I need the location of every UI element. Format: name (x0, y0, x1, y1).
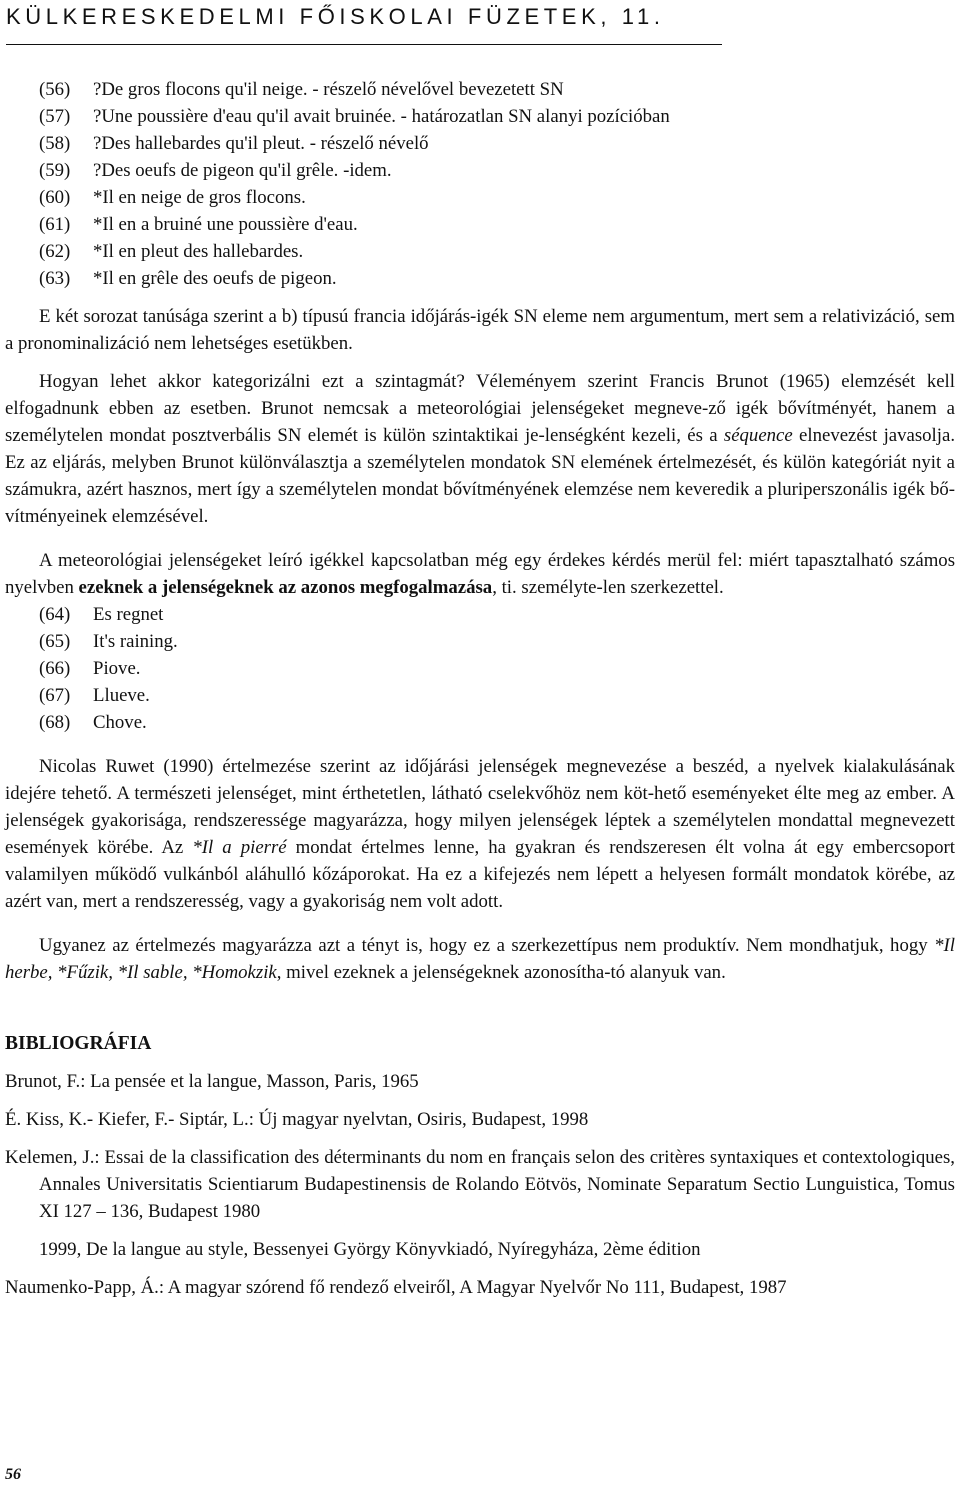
paragraph-5-text-b: , mivel ezeknek a jelenségeknek azonosítha-tó alanyuk van. (276, 962, 726, 983)
example-number: (58) (39, 133, 71, 154)
paragraph-3-bold: ezeknek a jelenségeknek az azonos megfogalmazása (78, 577, 493, 598)
example-line (5, 184, 955, 211)
paragraph-3-text-a: A meteorológiai jelenségeket leíró igékkel kapcsolatban még egy érdekes kérdés merül fel: miért tapasztalható számos nyelvben (5, 550, 955, 598)
example-line (5, 709, 955, 736)
paragraph-4-italic: *Il a pierré (192, 837, 287, 858)
bibliography-list (5, 1068, 955, 1301)
example-line (5, 103, 955, 130)
running-header: KÜLKERESKEDELMI FŐISKOLAI FÜZETEK, 11. (6, 4, 665, 29)
paragraph-5-italic: *Il herbe, *Fűzik, *Il sable, *Homokzik (5, 935, 955, 983)
example-number: (65) (39, 631, 71, 652)
example-line (5, 157, 955, 184)
example-text: *Il en pleut des hallebardes. (93, 241, 304, 262)
example-line (5, 655, 955, 682)
bibliography-entry: Kelemen, J.: Essai de la classification des déterminants du nom en français selon des critères syntaxiques et contextologiques, Annales Universitatis Scientiarum Budapestinensis de Rolando Eötvös, Nominate Separatum Sectio Lunguistica, Tomus XI 127 – 136, Budapest 1980 (5, 1147, 955, 1222)
example-number: (56) (39, 79, 71, 100)
example-text: Llueve. (93, 685, 150, 706)
paragraph-5 (5, 932, 955, 986)
example-text: *Il en neige de gros flocons. (93, 187, 306, 208)
paragraph-4 (5, 753, 955, 915)
page-number: 56 (5, 1466, 21, 1483)
page-content (5, 76, 955, 1301)
example-line (5, 601, 955, 628)
paragraph-4-text-b: mondat értelmes lenne, ha gyakran és rendszeresen élt volna át egy embercsoport valamilyen működő vulkánból aláhulló kőzáporokat. Ha ez a kifejezés nem lépett a helyesen formált mondatok körébe, az azért van, mert a rendszeresség, vagy a gyakoriság nem volt adott. (5, 837, 955, 912)
header-rule (6, 44, 722, 45)
example-text: ?De gros flocons qu'il neige. - részelő névelővel bevezetett SN (93, 79, 564, 100)
bibliography-entry-continuation: 1999, De la langue au style, Bessenyei György Könyvkiadó, Nyíregyháza, 2ème édition (39, 1239, 701, 1260)
example-number: (62) (39, 241, 71, 262)
example-line (5, 130, 955, 157)
bibliography-entry: Naumenko-Papp, Á.: A magyar szórend fő rendező elveiről, A Magyar Nyelvőr No 111, Budapest, 1987 (5, 1277, 787, 1298)
example-number: (66) (39, 658, 71, 679)
example-number: (59) (39, 160, 71, 181)
example-line (5, 682, 955, 709)
example-number: (67) (39, 685, 71, 706)
paragraph-2-italic: séquence (723, 425, 793, 446)
example-text: ?Des hallebardes qu'il pleut. - részelő névelő (93, 133, 429, 154)
example-number: (68) (39, 712, 71, 733)
paragraph-5-text-a: Ugyanez az értelmezés magyarázza azt a tényt is, hogy ez a szerkezettípus nem produktív. Nem mondhatjuk, hogy (39, 935, 935, 956)
example-list-a (5, 76, 955, 292)
example-list-b (5, 601, 955, 736)
paragraph-4-text-a: Nicolas Ruwet (1990) értelmezése szerint az időjárási jelenségek megnevezése a beszéd, a nyelvek kialakulásának idejére tehető. A természeti jelenséget, mint érthetetlen, látható cselekvőhöz nem köt-hető eseményeket élte meg az ember. A jelenségek gyakorisága, rendszeressége magyarázza, hogy milyen jelenségek léptek a személytelen mondattal megnevezett események körébe. Az (5, 756, 955, 858)
paragraph-3 (5, 547, 955, 601)
example-text: ?Une poussière d'eau qu'il avait bruinée. - határozatlan SN alanyi pozícióban (93, 106, 670, 127)
example-number: (64) (39, 604, 71, 625)
example-text: *Il en a bruiné une poussière d'eau. (93, 214, 358, 235)
bibliography-entry: É. Kiss, K.- Kiefer, F.- Siptár, L.: Új magyar nyelvtan, Osiris, Budapest, 1998 (5, 1109, 589, 1130)
example-line (5, 238, 955, 265)
example-line (5, 265, 955, 292)
example-text: It's raining. (93, 631, 178, 652)
example-number: (57) (39, 106, 71, 127)
paragraph-2 (5, 368, 955, 530)
example-line (5, 628, 955, 655)
example-text: Es regnet (93, 604, 164, 625)
example-line (5, 211, 955, 238)
paragraph-2-text-a: Hogyan lehet akkor kategorizálni ezt a szintagmát? Véleményem szerint Francis Brunot (1965) elemzését kell elfogadnunk ebben az esetben. Brunot nemcsak a meteorológiai jelenségeket megneve-ző igék bővítményét, hanem a személytelen mondat posztverbális SN elemét is külön szintaktikai je-lenségként kezeli, és a (5, 371, 955, 446)
example-number: (60) (39, 187, 71, 208)
paragraph-2-text-b: elnevezést javasolja. Ez az eljárás, melyben Brunot különválasztja a személytelen mondatok SN elemének értelmezését, és külön kategóriát nyit a számukra, azért hasznos, mert így a személytelen mondat bővítményének elemzése nem keveredik a pluriperszonális igék bő-vítményeinek elemzésével. (5, 425, 956, 527)
example-text: Piove. (93, 658, 141, 679)
example-text: *Il en grêle des oeufs de pigeon. (93, 268, 337, 289)
paragraph-3-text-b: , ti. személyte-len szerkezettel. (492, 577, 724, 598)
example-number: (63) (39, 268, 71, 289)
example-number: (61) (39, 214, 71, 235)
paragraph-1: E két sorozat tanúsága szerint a b) típusú francia időjárás-igék SN eleme nem argumentum, mert sem a relativizáció, sem a pronominalizáció nem lehetséges esetükben. (5, 306, 955, 354)
bibliography-entry: Brunot, F.: La pensée et la langue, Masson, Paris, 1965 (5, 1071, 419, 1092)
example-text: ?Des oeufs de pigeon qu'il grêle. -idem. (93, 160, 392, 181)
example-text: Chove. (93, 712, 147, 733)
bibliography-title: BIBLIOGRÁFIA (5, 1033, 152, 1054)
example-line (5, 76, 955, 103)
